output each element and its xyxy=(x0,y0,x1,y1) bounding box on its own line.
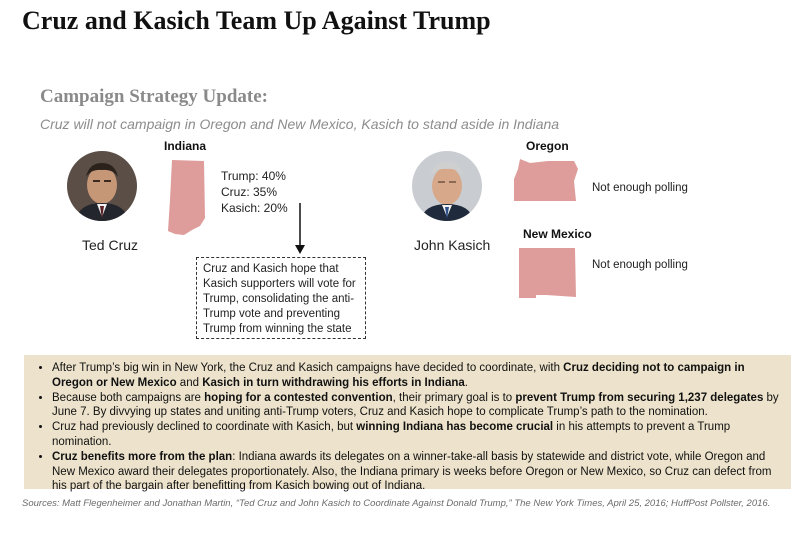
poll-trump: Trump: 40% xyxy=(221,169,286,183)
sources-footnote: Sources: Matt Flegenheimer and Jonathan Martin, “Ted Cruz and John Kasich to Coordinate Against Donald Trump,” The New York Times, April 25, 2016; HuffPost Pollster, 2016. xyxy=(22,498,771,509)
john-kasich-portrait xyxy=(412,151,482,221)
oregon-label: Oregon xyxy=(526,139,569,153)
key-point-item xyxy=(52,391,781,421)
section-subtitle: Campaign Strategy Update: xyxy=(40,86,268,107)
key-point-text: : Indiana awards its delegates on a winner-take-all basis by statewide and district vote, while Oregon and New Mexico award their delegates proportionately. Also, the Indiana primary is weeks before Oregon or New Mexico, so Cruz can defect from his part of the bargain after benefitting from Kasich bowing out of Indiana. xyxy=(52,450,772,493)
indiana-poll-results xyxy=(221,168,288,216)
key-point-emphasis: hoping for a contested convention xyxy=(204,391,393,404)
poll-cruz: Cruz: 35% xyxy=(221,185,278,199)
ted-cruz-portrait xyxy=(67,151,137,221)
key-point-text: by June 7. By divvying up states and uniting anti-Trump voters, Cruz and Kasich hope to complicate Trump’s path to the nomination. xyxy=(52,391,779,419)
strategy-tagline: Cruz will not campaign in Oregon and New Mexico, Kasich to stand aside in Indiana xyxy=(40,116,560,132)
key-point-item xyxy=(52,450,781,494)
indiana-label: Indiana xyxy=(164,139,207,153)
key-point-text: Cruz had previously declined to coordinate with Kasich, but xyxy=(52,421,357,434)
poll-kasich: Kasich: 20% xyxy=(221,201,288,215)
key-point-text: , their primary goal is to xyxy=(392,391,516,404)
key-point-emphasis: Kasich in turn withdrawing his efforts in Indiana xyxy=(202,376,465,389)
key-point-text: Because both campaigns are xyxy=(52,391,205,404)
oregon-map-icon xyxy=(512,157,580,208)
key-point-emphasis: winning Indiana has become crucial xyxy=(356,421,554,434)
new-mexico-label: New Mexico xyxy=(523,227,592,241)
key-point-emphasis: Cruz benefits more from the plan xyxy=(52,450,233,463)
oregon-note: Not enough polling xyxy=(592,182,688,194)
key-point-emphasis: prevent Trump from securing 1,237 delegates xyxy=(515,391,764,404)
new-mexico-note: Not enough polling xyxy=(592,259,688,271)
john-kasich-name: John Kasich xyxy=(414,237,491,253)
page-title: Cruz and Kasich Team Up Against Trump xyxy=(22,6,491,35)
key-point-text: After Trump’s big win in New York, the Cruz and Kasich campaigns have decided to coordinate, with xyxy=(52,362,564,374)
strategy-callout: Cruz and Kasich hope that Kasich supporters will vote for Trump, consolidating the anti-Trump vote and preventing Trump from winning the state xyxy=(196,257,366,339)
key-point-emphasis: Cruz deciding not to campaign in Oregon or New Mexico xyxy=(52,362,745,389)
key-point-text: and xyxy=(176,376,203,389)
key-points-panel xyxy=(24,355,791,493)
key-point-text: in his attempts to prevent a Trump nomination. xyxy=(52,421,731,448)
down-arrow-icon xyxy=(293,203,307,260)
ted-cruz-name: Ted Cruz xyxy=(82,237,139,253)
key-point-item xyxy=(52,361,781,391)
new-mexico-map-icon xyxy=(516,247,578,304)
key-point-text: . xyxy=(464,376,468,389)
key-points-list xyxy=(36,361,781,494)
key-point-item xyxy=(52,420,781,450)
indiana-map-icon xyxy=(162,158,210,243)
